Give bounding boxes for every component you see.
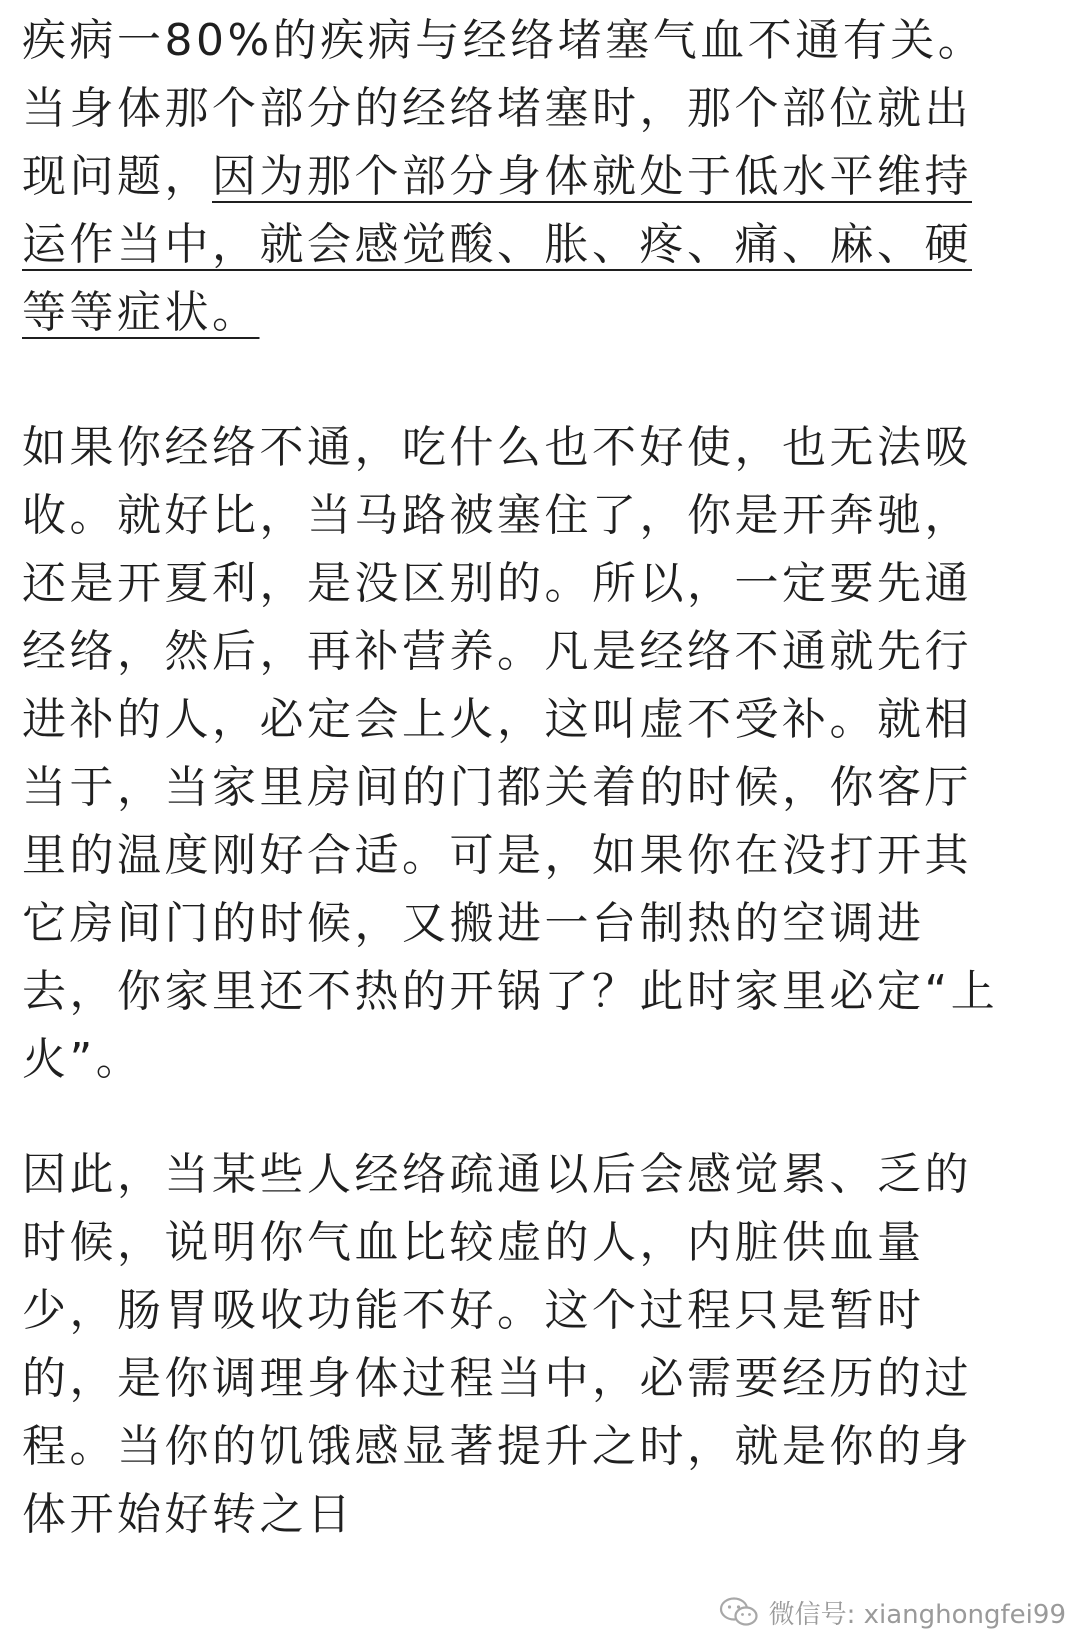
text-segment: 的，是你调理身体过程当中，必需要经历的过: [22, 1353, 972, 1404]
text-segment: 现问题，: [22, 151, 212, 202]
text-line: [22, 413, 972, 483]
text-line: [22, 821, 972, 891]
text-line: [22, 210, 972, 280]
text-segment: 去，你家里还不热的开锅了？此时家里必定“上: [22, 966, 999, 1017]
text-segment: 进补的人，必定会上火，这叫虚不受补。就相: [22, 694, 972, 745]
text-line: [22, 278, 260, 348]
underlined-text: 运作当中，就会感觉酸、胀、疼、痛、麻、硬: [22, 219, 972, 270]
text-line: [22, 6, 985, 76]
text-segment: 程。当你的饥饿感显著提升之时，就是你的身: [22, 1421, 972, 1472]
text-segment: 当身体那个部分的经络堵塞时，那个部位就出: [22, 83, 972, 134]
text-line: [22, 685, 972, 755]
text-line: [22, 617, 972, 687]
text-segment: 里的温度刚好合适。可是，如果你在没打开其: [22, 830, 972, 881]
text-line: [22, 74, 972, 144]
text-segment: 它房间门的时候，又搬进一台制热的空调进: [22, 898, 925, 949]
text-line: [22, 753, 972, 823]
text-line: [22, 142, 972, 212]
text-segment: 因此，当某些人经络疏通以后会感觉累、乏的: [22, 1149, 972, 1200]
text-segment: 当于，当家里房间的门都关着的时候，你客厅: [22, 762, 972, 813]
text-segment: 收。就好比，当马路被塞住了，你是开奔驰，: [22, 490, 972, 541]
text-segment: 疾病一80%的疾病与经络堵塞气血不通有关。: [22, 15, 986, 66]
watermark-text: 微信号: xianghongfei99: [768, 1599, 1066, 1630]
wechat-icon: [719, 1596, 759, 1628]
text-line: [22, 1276, 925, 1346]
text-segment: 如果你经络不通，吃什么也不好使，也无法吸: [22, 422, 972, 473]
text-line: [22, 1412, 972, 1482]
underlined-text: 因为那个部分身体就处于低水平维持: [212, 151, 972, 202]
text-segment: 少，肠胃吸收功能不好。这个过程只是暂时: [22, 1285, 925, 1336]
text-line: [22, 1480, 355, 1550]
text-line: [22, 889, 925, 959]
text-segment: 时候，说明你气血比较虚的人，内脏供血量: [22, 1217, 925, 1268]
text-line: [22, 1344, 972, 1414]
text-line: [22, 481, 972, 551]
text-segment: 经络，然后，再补营养。凡是经络不通就先行: [22, 626, 972, 677]
text-line: [22, 1140, 972, 1210]
underlined-text: 等等症状。: [22, 287, 260, 338]
text-segment: 还是开夏利，是没区别的。所以，一定要先通: [22, 558, 972, 609]
text-line: [22, 1208, 925, 1278]
text-line: [22, 957, 998, 1027]
wechat-watermark: [719, 1596, 1066, 1628]
text-segment: 体开始好转之日: [22, 1489, 355, 1540]
text-segment: 火”。: [22, 1034, 144, 1085]
text-line: [22, 549, 972, 619]
text-line: [22, 1025, 143, 1095]
